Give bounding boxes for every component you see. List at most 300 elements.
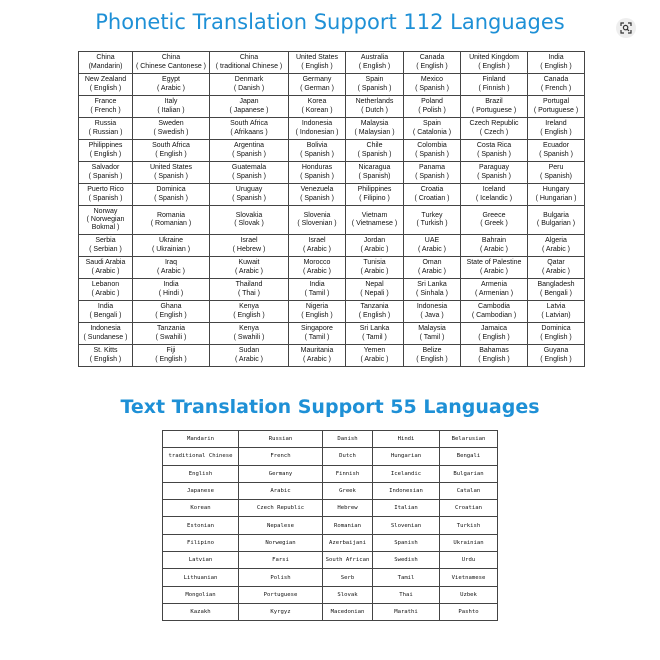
country-label: Russia — [94, 120, 117, 128]
phonetic-cell — [461, 323, 528, 345]
language-label: ( Tamil ) — [419, 333, 445, 341]
text-language-cell: Russian — [239, 431, 323, 448]
text-language-cell: Hindi — [373, 431, 440, 448]
country-label: Bahrain — [481, 237, 507, 245]
language-label: ( Danish ) — [233, 84, 265, 92]
table-row — [163, 586, 498, 603]
country-label: South Africa — [152, 142, 190, 150]
phonetic-cell — [528, 140, 585, 162]
phonetic-title: Phonetic Translation Support 112 Languages — [95, 10, 565, 34]
language-label: ( Arabic ) — [360, 355, 389, 363]
country-label: Uruguay — [235, 186, 263, 194]
phonetic-cell — [210, 96, 289, 118]
table-row — [163, 465, 498, 482]
phonetic-cell — [289, 96, 346, 118]
phonetic-cell — [210, 52, 289, 74]
table-row — [163, 517, 498, 534]
country-label: Honduras — [301, 164, 333, 172]
country-label: Japan — [239, 98, 259, 106]
text-language-cell: Dutch — [323, 448, 373, 465]
text-language-cell: Italian — [373, 500, 440, 517]
language-label: ( Italian ) — [157, 106, 185, 114]
phonetic-cell — [461, 184, 528, 206]
table-row — [79, 162, 585, 184]
phonetic-cell — [133, 184, 210, 206]
text-language-cell: Croatian — [440, 500, 498, 517]
phonetic-cell — [210, 184, 289, 206]
phonetic-cell — [461, 279, 528, 301]
phonetic-cell — [404, 52, 461, 74]
language-label: ( English ) — [233, 311, 265, 319]
text-language-cell: Danish — [323, 431, 373, 448]
text-language-cell: Germany — [239, 465, 323, 482]
phonetic-cell — [528, 301, 585, 323]
text-language-cell: Norwegian — [239, 534, 323, 551]
table-row — [163, 534, 498, 551]
language-label: ( Arabic ) — [156, 84, 185, 92]
language-label: ( traditional Chinese ) — [215, 62, 283, 70]
text-language-cell: Latvian — [163, 552, 239, 569]
phonetic-cell — [404, 96, 461, 118]
language-label: ( Arabic ) — [360, 267, 389, 275]
phonetic-cell — [346, 206, 404, 235]
country-label: Canada — [543, 76, 569, 84]
phonetic-cell — [133, 323, 210, 345]
phonetic-cell — [461, 74, 528, 96]
phonetic-cell — [289, 162, 346, 184]
phonetic-cell — [528, 345, 585, 367]
language-label: ( Arabic ) — [417, 245, 446, 253]
phonetic-cell — [210, 345, 289, 367]
phonetic-cell — [289, 118, 346, 140]
language-label: ( Arabic ) — [234, 267, 263, 275]
language-label: ( Spanish ) — [415, 172, 449, 180]
text-language-cell: Portuguese — [239, 586, 323, 603]
language-label: ( Finnish ) — [478, 84, 510, 92]
table-row — [79, 345, 585, 367]
country-label: Peru — [548, 164, 564, 172]
phonetic-cell — [528, 184, 585, 206]
language-label: ( Spanish) — [358, 172, 391, 180]
country-label: Turkey — [421, 211, 443, 219]
language-label: ( Arabic ) — [302, 267, 331, 275]
language-label: ( Arabic ) — [479, 267, 508, 275]
country-label: Guatemala — [231, 164, 267, 172]
language-label: ( Spanish ) — [88, 172, 123, 180]
phonetic-cell — [210, 323, 289, 345]
country-label: Italy — [164, 98, 178, 106]
text-language-cell: French — [239, 448, 323, 465]
phonetic-cell — [404, 279, 461, 301]
language-label: ( English ) — [89, 150, 122, 158]
country-label: Israel — [240, 237, 258, 245]
country-label: Bulgaria — [543, 211, 569, 219]
language-label: ( Bulgarian ) — [536, 220, 576, 227]
country-label: New Zealand — [84, 76, 127, 84]
phonetic-cell — [404, 235, 461, 257]
language-label: ( English ) — [358, 62, 391, 70]
country-label: Dominica — [156, 186, 186, 194]
country-label: Indonesia — [90, 325, 121, 333]
text-language-cell: Swedish — [373, 552, 440, 569]
table-row — [79, 301, 585, 323]
phonetic-cell — [404, 206, 461, 235]
country-label: Jordan — [363, 237, 386, 245]
phonetic-cell — [346, 162, 404, 184]
country-label: Vietnam — [361, 211, 388, 219]
text-language-cell: Marathi — [373, 603, 440, 620]
language-label: ( English ) — [301, 62, 333, 70]
language-label: ( Romanian ) — [150, 220, 192, 227]
phonetic-cell — [79, 235, 133, 257]
phonetic-cell — [133, 52, 210, 74]
language-label: ( Latvian) — [541, 311, 571, 319]
language-label: ( Java ) — [420, 311, 444, 319]
language-label: ( English ) — [540, 333, 572, 341]
country-label: France — [94, 98, 117, 106]
phonetic-cell — [404, 257, 461, 279]
language-label: ( Arabic ) — [234, 355, 263, 363]
country-label: Nepal — [365, 281, 384, 289]
text-language-cell: Mandarin — [163, 431, 239, 448]
text-language-cell: Filipino — [163, 534, 239, 551]
phonetic-cell — [289, 184, 346, 206]
table-row — [163, 603, 498, 620]
text-language-cell: Indonesian — [373, 482, 440, 499]
country-label: Puerto Rico — [87, 186, 124, 194]
country-label: Slovenia — [303, 211, 331, 219]
phonetic-cell — [404, 301, 461, 323]
country-label: State of Palestine — [466, 259, 522, 267]
phonetic-cell — [528, 96, 585, 118]
phonetic-cell — [289, 323, 346, 345]
country-label: Israel — [308, 237, 326, 245]
country-label: United Kingdom — [469, 54, 519, 62]
language-label: ( Arabic ) — [541, 245, 570, 253]
phonetic-cell — [404, 74, 461, 96]
language-label: ( Malaysian ) — [354, 128, 395, 136]
country-label: Armenia — [480, 281, 508, 289]
table-row — [163, 569, 498, 586]
country-label: United States — [149, 164, 193, 172]
country-label: Tunisia — [363, 259, 386, 267]
phonetic-cell — [346, 257, 404, 279]
country-label: Paraguay — [479, 164, 509, 172]
language-label: ( Portuguese ) — [471, 106, 517, 114]
text-language-cell: Estonian — [163, 517, 239, 534]
language-label: ( Arabic ) — [479, 245, 508, 253]
language-label: ( Vietnamese ) — [351, 220, 398, 227]
language-label: ( Serbian ) — [89, 245, 122, 253]
language-label: ( Nepali ) — [360, 289, 389, 297]
phonetic-cell — [528, 74, 585, 96]
language-label: Bokmal ) — [91, 224, 120, 232]
text-title: Text Translation Support 55 Languages — [120, 396, 540, 418]
country-label: UAE — [424, 237, 440, 245]
language-label: ( Spanish ) — [477, 150, 511, 158]
text-language-cell: Slovenian — [373, 517, 440, 534]
phonetic-cell — [528, 162, 585, 184]
country-label: Ecuador — [542, 142, 570, 150]
country-label: Kuwait — [238, 259, 260, 267]
country-label: Australia — [360, 54, 389, 62]
language-label: ( English ) — [89, 355, 122, 363]
country-label: Kenya — [239, 325, 259, 333]
country-label: Czech Republic — [469, 120, 519, 128]
language-label: ( Swedish ) — [153, 128, 189, 136]
text-language-cell: Turkish — [440, 517, 498, 534]
phonetic-cell — [404, 162, 461, 184]
country-label: Iraq — [164, 259, 178, 267]
phonetic-cell — [133, 279, 210, 301]
phonetic-cell — [133, 74, 210, 96]
country-label: South Africa — [230, 120, 268, 128]
language-label: ( Spanish ) — [477, 172, 511, 180]
language-label: ( Greek ) — [480, 220, 508, 227]
language-label: ( Catalonia ) — [412, 128, 452, 136]
phonetic-cell — [79, 118, 133, 140]
country-label: India — [163, 281, 179, 289]
language-label: ( Sundanese ) — [83, 333, 128, 341]
phonetic-cell — [133, 96, 210, 118]
language-label: ( Icelandic ) — [475, 194, 513, 202]
country-label: Qatar — [547, 259, 565, 267]
language-label: ( English ) — [540, 62, 572, 70]
phonetic-languages-table — [78, 51, 585, 367]
phonetic-cell — [461, 140, 528, 162]
table-row — [163, 448, 498, 465]
language-label: ( Tamil ) — [304, 333, 330, 341]
text-language-cell: Uzbek — [440, 586, 498, 603]
text-language-cell: Catalan — [440, 482, 498, 499]
phonetic-cell — [289, 279, 346, 301]
phonetic-cell — [404, 345, 461, 367]
country-label: Panama — [418, 164, 446, 172]
phonetic-cell — [289, 140, 346, 162]
language-label: ( Arabic ) — [417, 267, 446, 275]
table-row — [163, 552, 498, 569]
phonetic-cell — [133, 118, 210, 140]
table-row — [79, 52, 585, 74]
country-label: Netherlands — [355, 98, 394, 106]
country-label: Bangladesh — [537, 281, 575, 289]
table-row — [79, 323, 585, 345]
country-label: Morocco — [303, 259, 331, 267]
country-label: Kenya — [239, 303, 259, 311]
language-label: ( Spanish ) — [357, 150, 392, 158]
language-label: ( Thai ) — [237, 289, 261, 297]
country-label: United States — [295, 54, 339, 62]
country-label: Ireland — [545, 120, 567, 128]
phonetic-cell — [289, 206, 346, 235]
phonetic-cell — [346, 140, 404, 162]
phonetic-cell — [210, 74, 289, 96]
text-language-cell: Greek — [323, 482, 373, 499]
phonetic-cell — [289, 345, 346, 367]
text-language-cell: Arabic — [239, 482, 323, 499]
country-label: Nicaragua — [358, 164, 391, 172]
text-language-cell: Tamil — [373, 569, 440, 586]
text-languages-table — [162, 430, 498, 621]
language-label: ( Slovak ) — [234, 220, 264, 227]
language-label: ( Afrikaans ) — [230, 128, 268, 136]
country-label: Oman — [422, 259, 442, 267]
country-label: Mexico — [420, 76, 444, 84]
table-row — [79, 235, 585, 257]
country-label: India — [548, 54, 564, 62]
language-label: ( Cambodian ) — [471, 311, 517, 319]
phonetic-cell — [133, 140, 210, 162]
language-label: ( Arabic ) — [302, 355, 331, 363]
phonetic-cell — [461, 235, 528, 257]
language-label: ( Arabic ) — [541, 267, 570, 275]
country-label: Colombia — [417, 142, 447, 150]
country-label: India — [97, 303, 114, 311]
language-label: ( Korean ) — [301, 106, 333, 114]
text-language-cell: Serb — [323, 569, 373, 586]
language-label: ( French ) — [90, 106, 121, 114]
country-label: Croatia — [420, 186, 444, 194]
text-language-cell: Urdu — [440, 552, 498, 569]
language-label: ( Chinese Cantonese ) — [135, 62, 207, 70]
text-language-cell: Mongolian — [163, 586, 239, 603]
country-label: Iceland — [482, 186, 506, 194]
phonetic-cell — [346, 118, 404, 140]
table-row — [79, 96, 585, 118]
country-label: Salvador — [91, 164, 120, 172]
country-label: Belize — [422, 347, 442, 355]
phonetic-cell — [461, 257, 528, 279]
text-language-cell: Macedonian — [323, 603, 373, 620]
language-label: ( English ) — [155, 311, 187, 319]
text-language-cell: Czech Republic — [239, 500, 323, 517]
phonetic-cell — [461, 206, 528, 235]
country-label: Philippines — [357, 186, 392, 194]
phonetic-cell — [404, 118, 461, 140]
phonetic-cell — [289, 301, 346, 323]
language-label: ( Arabic ) — [156, 267, 185, 275]
text-language-cell: Belarusian — [440, 431, 498, 448]
language-label: ( Spanish ) — [539, 150, 573, 158]
phonetic-cell — [289, 257, 346, 279]
language-label: ( English ) — [155, 150, 187, 158]
country-label: Sudan — [238, 347, 260, 355]
language-label: ( Spanish ) — [415, 84, 449, 92]
phonetic-cell — [346, 301, 404, 323]
text-language-cell: Lithuanian — [163, 569, 239, 586]
language-label: ( English ) — [416, 355, 448, 363]
phonetic-cell — [346, 52, 404, 74]
text-language-cell: Bengali — [440, 448, 498, 465]
country-label: Dominica — [541, 325, 571, 333]
phonetic-cell — [404, 184, 461, 206]
phonetic-cell — [461, 52, 528, 74]
country-label: Germany — [302, 76, 332, 84]
phonetic-cell — [404, 323, 461, 345]
language-label: ( English ) — [155, 355, 187, 363]
language-label: ( Bengali ) — [89, 311, 122, 319]
table-row — [79, 206, 585, 235]
phonetic-cell — [133, 257, 210, 279]
language-label: ( Czech ) — [479, 128, 509, 136]
country-label: Costa Rica — [476, 142, 512, 150]
country-label: Indonesia — [301, 120, 333, 128]
language-label: ( French ) — [540, 84, 572, 92]
country-label: Singapore — [301, 325, 333, 333]
phonetic-cell — [346, 235, 404, 257]
language-label: ( Portuguese ) — [533, 106, 579, 114]
text-language-cell: Thai — [373, 586, 440, 603]
text-language-cell: Polish — [239, 569, 323, 586]
text-language-cell: Azerbaijani — [323, 534, 373, 551]
country-label: Serbia — [95, 237, 116, 245]
phonetic-cell — [528, 279, 585, 301]
language-label: ( Spanish ) — [232, 194, 266, 202]
phonetic-cell — [461, 162, 528, 184]
phonetic-cell — [210, 257, 289, 279]
phonetic-cell — [346, 96, 404, 118]
language-label: ( Hebrew ) — [232, 245, 266, 253]
phonetic-cell — [210, 279, 289, 301]
country-label: Algeria — [545, 237, 567, 245]
country-label: Guyana — [543, 347, 569, 355]
country-label: Latvia — [546, 303, 566, 311]
country-label: Slovakia — [235, 211, 263, 219]
phonetic-cell — [346, 74, 404, 96]
country-label: Spain — [423, 120, 441, 128]
language-label: ( Japanese ) — [229, 106, 269, 114]
text-language-cell: Finnish — [323, 465, 373, 482]
language-label: ( Norwegian — [86, 215, 125, 223]
language-label: ( German ) — [300, 84, 334, 92]
language-label: ( Hindi ) — [158, 289, 184, 297]
phonetic-cell — [346, 184, 404, 206]
phonetic-cell — [133, 345, 210, 367]
language-label: ( Spanish ) — [300, 150, 334, 158]
language-label: ( Arabic ) — [360, 245, 389, 253]
table-row — [163, 431, 498, 448]
country-label: Bahamas — [479, 347, 509, 355]
country-label: Jamaica — [480, 325, 508, 333]
language-label: ( Spanish ) — [154, 194, 188, 202]
phonetic-cell — [133, 162, 210, 184]
language-label: ( English ) — [478, 62, 510, 70]
language-label: ( Spanish ) — [300, 194, 334, 202]
country-label: Mauritania — [300, 347, 334, 355]
phonetic-cell — [346, 279, 404, 301]
language-label: ( English ) — [358, 311, 391, 319]
country-label: Poland — [421, 98, 443, 106]
language-label: ( English ) — [478, 333, 510, 341]
country-label: China — [239, 54, 259, 62]
table-row — [79, 257, 585, 279]
table-row — [79, 279, 585, 301]
language-label: ( Spanish ) — [88, 194, 123, 202]
country-label: Yemen — [363, 347, 386, 355]
language-label: ( Swahili ) — [233, 333, 265, 341]
country-label: Greece — [482, 211, 506, 219]
phonetic-cell — [210, 235, 289, 257]
phonetic-cell — [79, 301, 133, 323]
phonetic-cell — [79, 162, 133, 184]
table-row — [163, 500, 498, 517]
phonetic-cell — [79, 206, 133, 235]
scan-lens-icon[interactable] — [616, 18, 636, 38]
phonetic-cell — [79, 74, 133, 96]
text-language-cell: Kyrgyz — [239, 603, 323, 620]
country-label: Malaysia — [360, 120, 389, 128]
text-language-cell: Kazakh — [163, 603, 239, 620]
